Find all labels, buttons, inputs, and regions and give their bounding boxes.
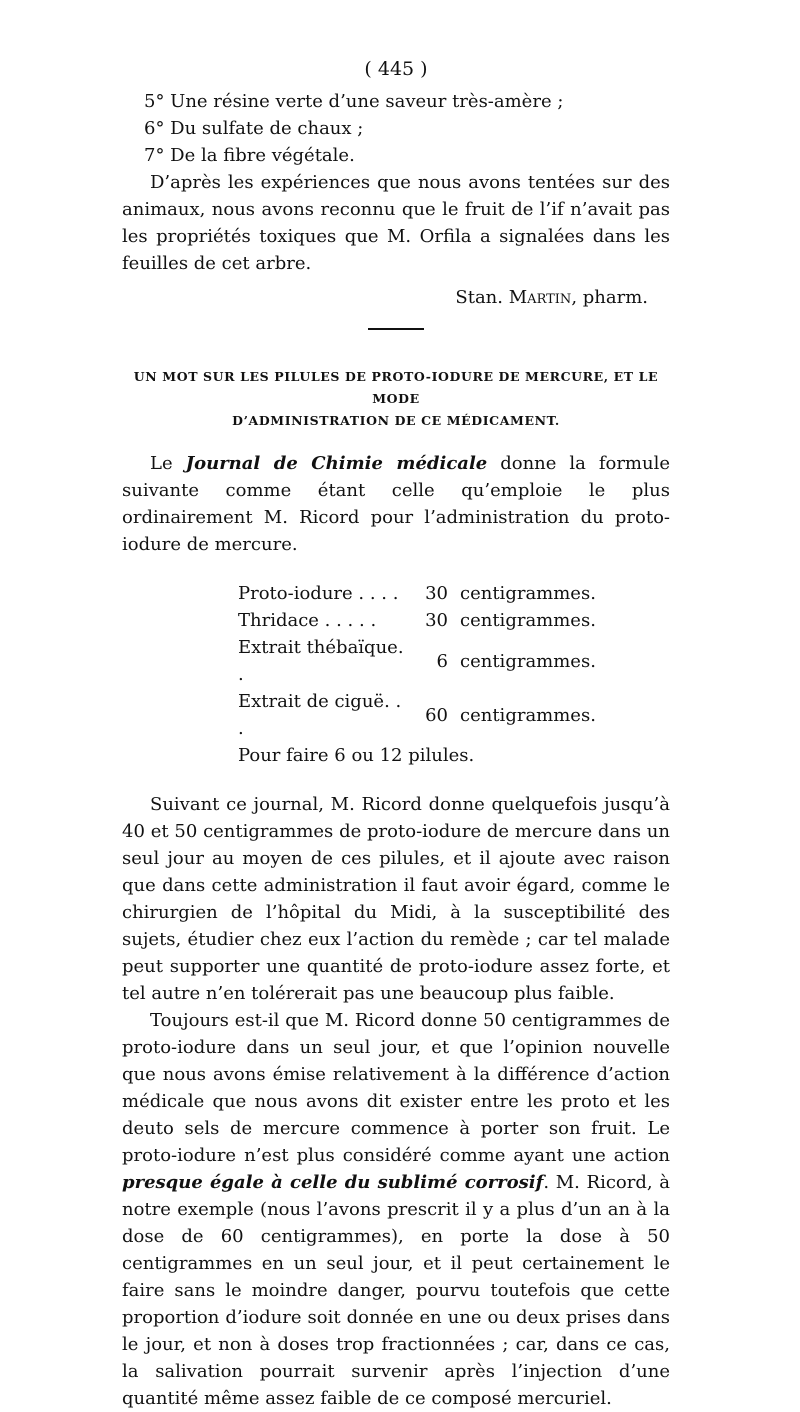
page [122, 58, 670, 1412]
list-item-6: 6° Du sulfate de chaux ; [144, 118, 364, 139]
list-item-5: 5° Une résine verte d’une saveur très-amère ; [144, 91, 564, 112]
recipe-row: Proto-iodure . . . . 30 centigrammes. [238, 583, 596, 604]
recipe-row: Extrait de ciguë. . . 60 centigrammes. [238, 691, 596, 739]
section-divider [368, 328, 424, 330]
list-item-7: 7° De la fibre végétale. [144, 145, 355, 166]
article-title: UN MOT SUR LES PILULES DE PROTO-IODURE DE MERCURE, ET LE MODE D’ADMINISTRATION DE CE MÉDICAMENT. [133, 369, 659, 428]
conclusion-paragraph: D’après les expériences que nous avons tentées sur des animaux, nous avons reconnu que le fruit de l’if n’avait pas les propriétés toxiques que M. Orfila a signalées dans les feuilles de cet arbre. [122, 172, 670, 274]
intro-paragraph: Le Journal de Chimie médicale donne la formule suivante comme étant celle qu’emploie le plus ordinairement M. Ricord pour l’administration du proto-iodure de mercure. [122, 453, 670, 555]
page-number: ( 445 ) [364, 58, 428, 80]
ingredient-list [122, 88, 670, 169]
body-paragraph-1: Suivant ce journal, M. Ricord donne quelquefois jusqu’à 40 et 50 centigrammes de proto-iodure de mercure dans un seul jour au moyen de ces pilules, et il ajoute avec raison que dans cette administration il faut avoir égard, comme le chirurgien de l’hôpital du Midi, à la susceptibilité des sujets, étudier chez eux l’action du remède ; car tel malade peut supporter une quantité de proto-iodure assez forte, et tel autre n’en tolérerait pas une beaucoup plus faible. [122, 794, 670, 1004]
recipe-row: Thridace . . . . . 30 centigrammes. [238, 610, 596, 631]
signature: Stan. Martin, pharm. [455, 287, 648, 308]
recipe-table [238, 580, 670, 769]
body-paragraph-2: Toujours est-il que M. Ricord donne 50 centigrammes de proto-iodure dans un seul jour, et que l’opinion nouvelle que nous avons émise relativement à la différence d’action médicale que nous avons dit exister entre les proto et les deuto sels de mercure commence à porter son fruit. Le proto-iodure n’est plus considéré comme ayant une action presque égale à celle du sublimé corrosif. M. Ricord, à notre exemple (nous l’avons prescrit il y a plus d’un an à la dose de 60 centigrammes), en porte la dose à 50 centigrammes en un seul jour, et il peut certainement le faire sans le moindre danger, pourvu toutefois que cette proportion d’iodure soit donnée en une ou deux prises dans le jour, et non à doses trop fractionnées ; car, dans ce cas, la salivation pourrait survenir après l’injection d’une quantité même assez faible de ce composé mercuriel. [122, 1010, 670, 1409]
recipe-footer: Pour faire 6 ou 12 pilules. [238, 745, 475, 766]
recipe-row: Extrait thébaïque. . 6 centigrammes. [238, 637, 596, 685]
journal-title: Journal de Chimie médicale [185, 453, 488, 474]
emphasis-phrase: presque égale à celle du sublimé corrosif [122, 1172, 544, 1193]
